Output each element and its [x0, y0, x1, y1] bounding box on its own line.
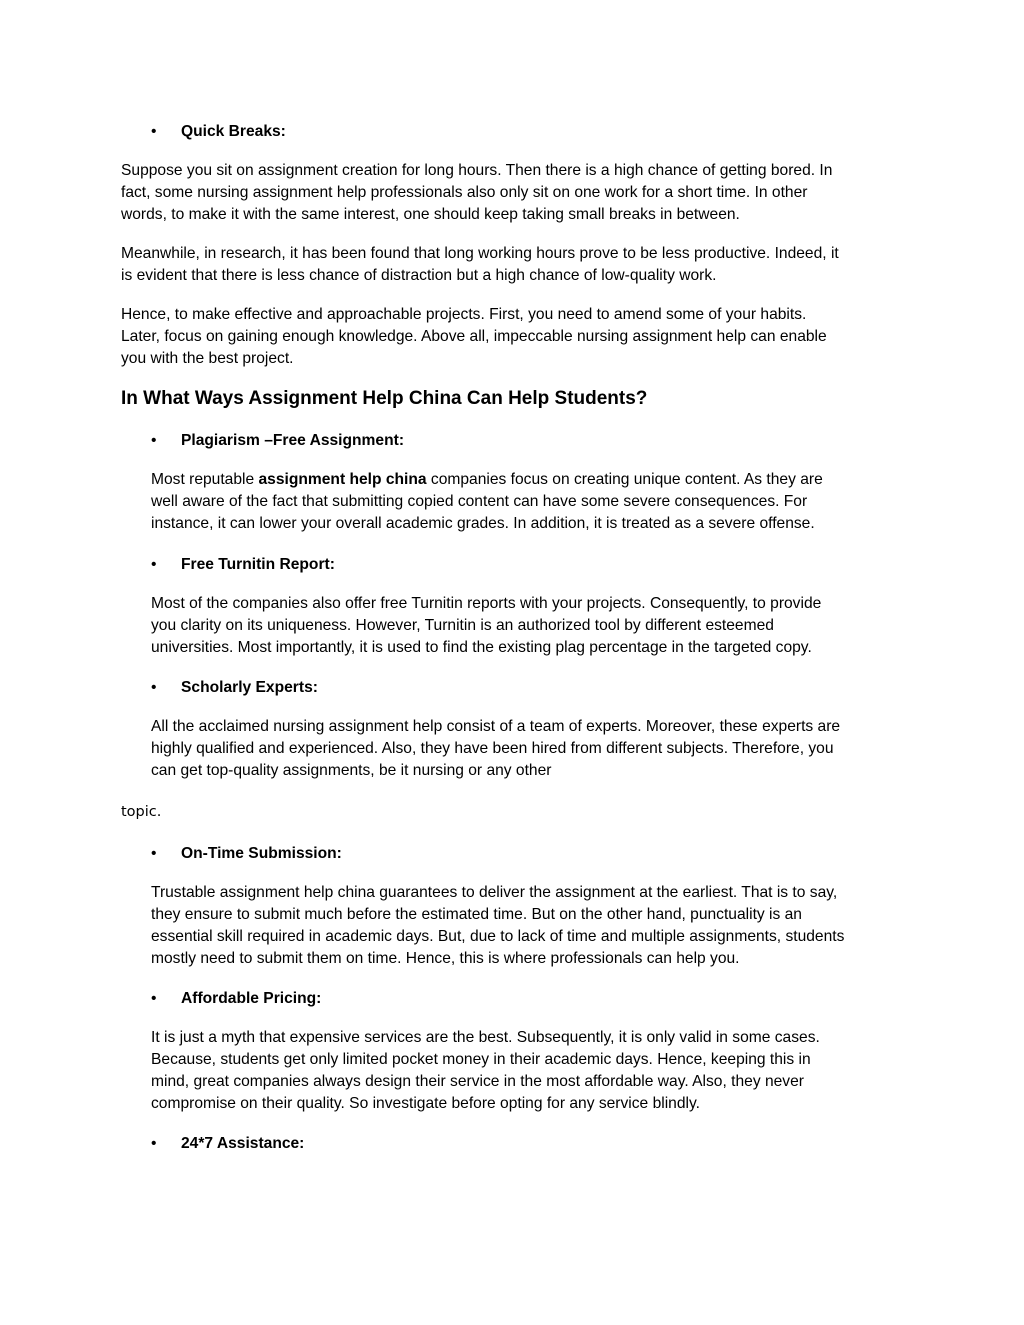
- text-line: can get top-quality assignments, be it nursing or any other: [151, 762, 552, 779]
- bullet-title: 24*7 Assistance:: [181, 1135, 305, 1152]
- text-line: well aware of the fact that submitting copied content can have some severe consequences. For: [151, 493, 808, 510]
- bullet-dot: •: [151, 845, 157, 862]
- text-line: universities. Most importantly, it is used to find the existing plag percentage in the targeted copy.: [151, 639, 812, 656]
- text-line: mind, great companies always design their service in the most affordable way. Also, they never: [151, 1073, 804, 1090]
- text-line: is evident that there is less chance of distraction but a high chance of low-quality work.: [121, 267, 717, 284]
- text-line: Trustable assignment help china guarantees to deliver the assignment at the earliest. That is to say,: [151, 884, 838, 901]
- text-line: essential skill required in academic days. But, due to lack of time and multiple assignments, students: [151, 928, 845, 945]
- paragraph-quick-breaks-1: [121, 160, 901, 226]
- bullet-title: On-Time Submission:: [181, 845, 342, 862]
- text-line: [151, 469, 901, 491]
- text-line: highly qualified and experienced. Also, they have been hired from different subjects. Therefore, you: [151, 740, 834, 757]
- text-line: words, to make it with the same interest, one should keep taking small breaks in between.: [121, 206, 740, 223]
- bullet-title: Affordable Pricing:: [181, 990, 322, 1007]
- bullet-dot: •: [151, 123, 157, 140]
- bullet-dot: •: [151, 1135, 157, 1152]
- text-line: compromise on their quality. So investigate before opting for any service blindly.: [151, 1095, 700, 1112]
- trailing-word-topic: topic.: [121, 804, 162, 820]
- text-line: Because, students get only limited pocket money in their academic days. Hence, keeping this in: [151, 1051, 811, 1068]
- paragraph-quick-breaks-2: [121, 243, 901, 287]
- text-line: Most of the companies also offer free Turnitin reports with your projects. Consequently, to provide: [151, 595, 822, 612]
- text-line: you clarity on its uniqueness. However, Turnitin is an authorized tool by different esteemed: [151, 617, 774, 634]
- bullet-title: Quick Breaks:: [181, 123, 286, 140]
- bullet-24x7-assistance: [151, 1133, 304, 1155]
- bullet-dot: •: [151, 556, 157, 573]
- text-line: they ensure to submit much before the estimated time. But on the other hand, punctuality is an: [151, 906, 802, 923]
- text-run: companies focus on creating unique content. As they are: [426, 471, 823, 488]
- text-line: Suppose you sit on assignment creation for long hours. Then there is a high chance of getting bored. In: [121, 162, 833, 179]
- text-line: Hence, to make effective and approachable projects. First, you need to amend some of your habits.: [121, 306, 807, 323]
- keyword-assignment-help-china: assignment help china: [258, 471, 427, 488]
- text-line: you with the best project.: [121, 350, 294, 367]
- bullet-title: Plagiarism –Free Assignment:: [181, 432, 405, 449]
- bullet-dot: •: [151, 679, 157, 696]
- text-line: Later, focus on gaining enough knowledge. Above all, impeccable nursing assignment help can enable: [121, 328, 827, 345]
- paragraph-on-time-submission: [151, 882, 901, 970]
- text-line: mostly need to submit them on time. Hence, this is where professionals can help you.: [151, 950, 740, 967]
- text-line: fact, some nursing assignment help professionals also only sit on one work for a short time. In other: [121, 184, 808, 201]
- bullet-title: Free Turnitin Report:: [181, 556, 335, 573]
- text-line: Meanwhile, in research, it has been found that long working hours prove to be less productive. Indeed, it: [121, 245, 839, 262]
- paragraph-turnitin: [151, 593, 901, 659]
- bullet-on-time-submission: [151, 843, 342, 865]
- bullet-quick-breaks: [151, 121, 286, 143]
- paragraph-experts: [151, 716, 901, 782]
- text-run: Most reputable: [151, 471, 259, 488]
- text-line: instance, it can lower your overall academic grades. In addition, it is treated as a severe offense.: [151, 515, 815, 532]
- bullet-title: Scholarly Experts:: [181, 679, 318, 696]
- bullet-experts: [151, 677, 318, 699]
- paragraph-plagiarism: [151, 469, 901, 535]
- bullet-plagiarism: [151, 430, 404, 452]
- bullet-turnitin: [151, 554, 335, 576]
- paragraph-quick-breaks-3: [121, 304, 901, 370]
- section-heading: In What Ways Assignment Help China Can Help Students?: [121, 388, 648, 409]
- text-line: All the acclaimed nursing assignment help consist of a team of experts. Moreover, these experts are: [151, 718, 841, 735]
- text-line: It is just a myth that expensive services are the best. Subsequently, it is only valid in some cases.: [151, 1029, 820, 1046]
- bullet-affordable-pricing: [151, 988, 321, 1010]
- bullet-dot: •: [151, 432, 157, 449]
- paragraph-affordable-pricing: [151, 1027, 901, 1115]
- bullet-dot: •: [151, 990, 157, 1007]
